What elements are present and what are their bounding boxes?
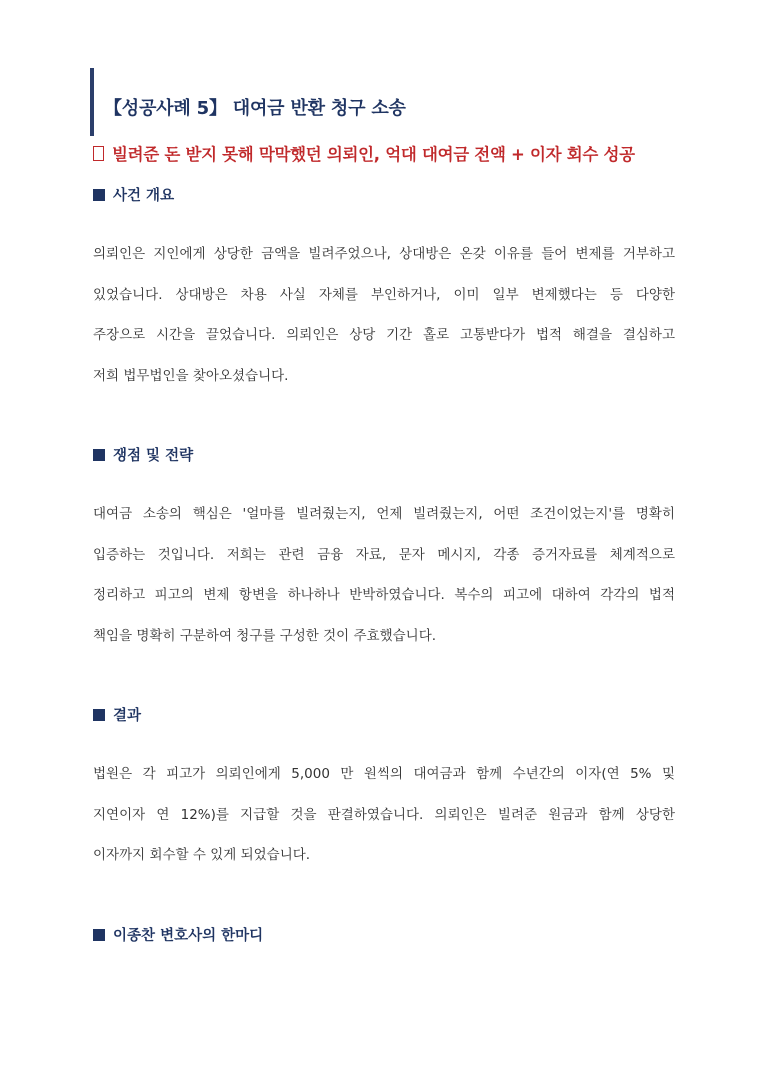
section-heading-overview bbox=[93, 184, 174, 205]
section-heading-lawyer-comment bbox=[93, 924, 263, 945]
section-heading-text: 결과 bbox=[113, 708, 142, 724]
section-paragraph-issues bbox=[93, 494, 675, 656]
paragraph-line: 법원은 각 피고가 의뢰인에게 5,000 만 원씩의 대여금과 함께 수년간의 이자(연 5% 및 bbox=[93, 766, 675, 782]
paragraph-line: 저희 법무법인을 찾아오셨습니다. bbox=[93, 367, 289, 384]
subtitle bbox=[93, 141, 635, 165]
paragraph-line: 대여금 소송의 핵심은 '얼마를 빌려줬는지, 언제 빌려줬는지, 어떤 조건이었는지'를 명확히 bbox=[93, 506, 675, 522]
page-title: 【성공사례 5】 대여금 반환 청구 소송 bbox=[104, 98, 406, 119]
square-bullet-icon bbox=[93, 189, 105, 201]
title-block bbox=[90, 68, 694, 136]
square-bullet-icon bbox=[93, 709, 105, 721]
paragraph-line: 책임을 명확히 구분하여 청구를 구성한 것이 주효했습니다. bbox=[93, 627, 437, 644]
section-heading-text: 이종찬 변호사의 한마디 bbox=[113, 928, 264, 944]
section-paragraph-overview bbox=[93, 234, 675, 396]
section-paragraph-result bbox=[93, 754, 675, 876]
section-heading-text: 쟁점 및 전략 bbox=[113, 448, 194, 464]
square-bullet-icon bbox=[93, 449, 105, 461]
paragraph-line: 의뢰인은 지인에게 상당한 금액을 빌려주었으나, 상대방은 온갖 이유를 들어 변제를 거부하고 bbox=[93, 246, 675, 262]
paragraph-line: 주장으로 시간을 끌었습니다. 의뢰인은 상당 기간 홀로 고통받다가 법적 해결을 결심하고 bbox=[93, 327, 675, 343]
section-heading-text: 사건 개요 bbox=[113, 188, 175, 204]
subtitle-text: 빌려준 돈 받지 못해 막막했던 의뢰인, 억대 대여금 전액 + 이자 회수 성공 bbox=[112, 145, 635, 164]
paragraph-line: 이자까지 회수할 수 있게 되었습니다. bbox=[93, 847, 311, 863]
section-heading-result bbox=[93, 704, 141, 725]
paragraph-line: 있었습니다. 상대방은 차용 사실 자체를 부인하거나, 이미 일부 변제했다는 등 다양한 bbox=[93, 286, 675, 303]
paragraph-line: 정리하고 피고의 변제 항변을 하나하나 반박하였습니다. 복수의 피고에 대하여 각각의 법적 bbox=[93, 587, 675, 603]
paragraph-line: 지연이자 연 12%)를 지급할 것을 판결하였습니다. 의뢰인은 빌려준 원금과 함께 상당한 bbox=[93, 806, 675, 823]
paragraph-line: 입증하는 것입니다. 저희는 관련 금융 자료, 문자 메시지, 각종 증거자료를 체계적으로 bbox=[93, 546, 675, 563]
missing-glyph-icon bbox=[93, 146, 104, 161]
section-heading-issues bbox=[93, 444, 193, 465]
square-bullet-icon bbox=[93, 929, 105, 941]
